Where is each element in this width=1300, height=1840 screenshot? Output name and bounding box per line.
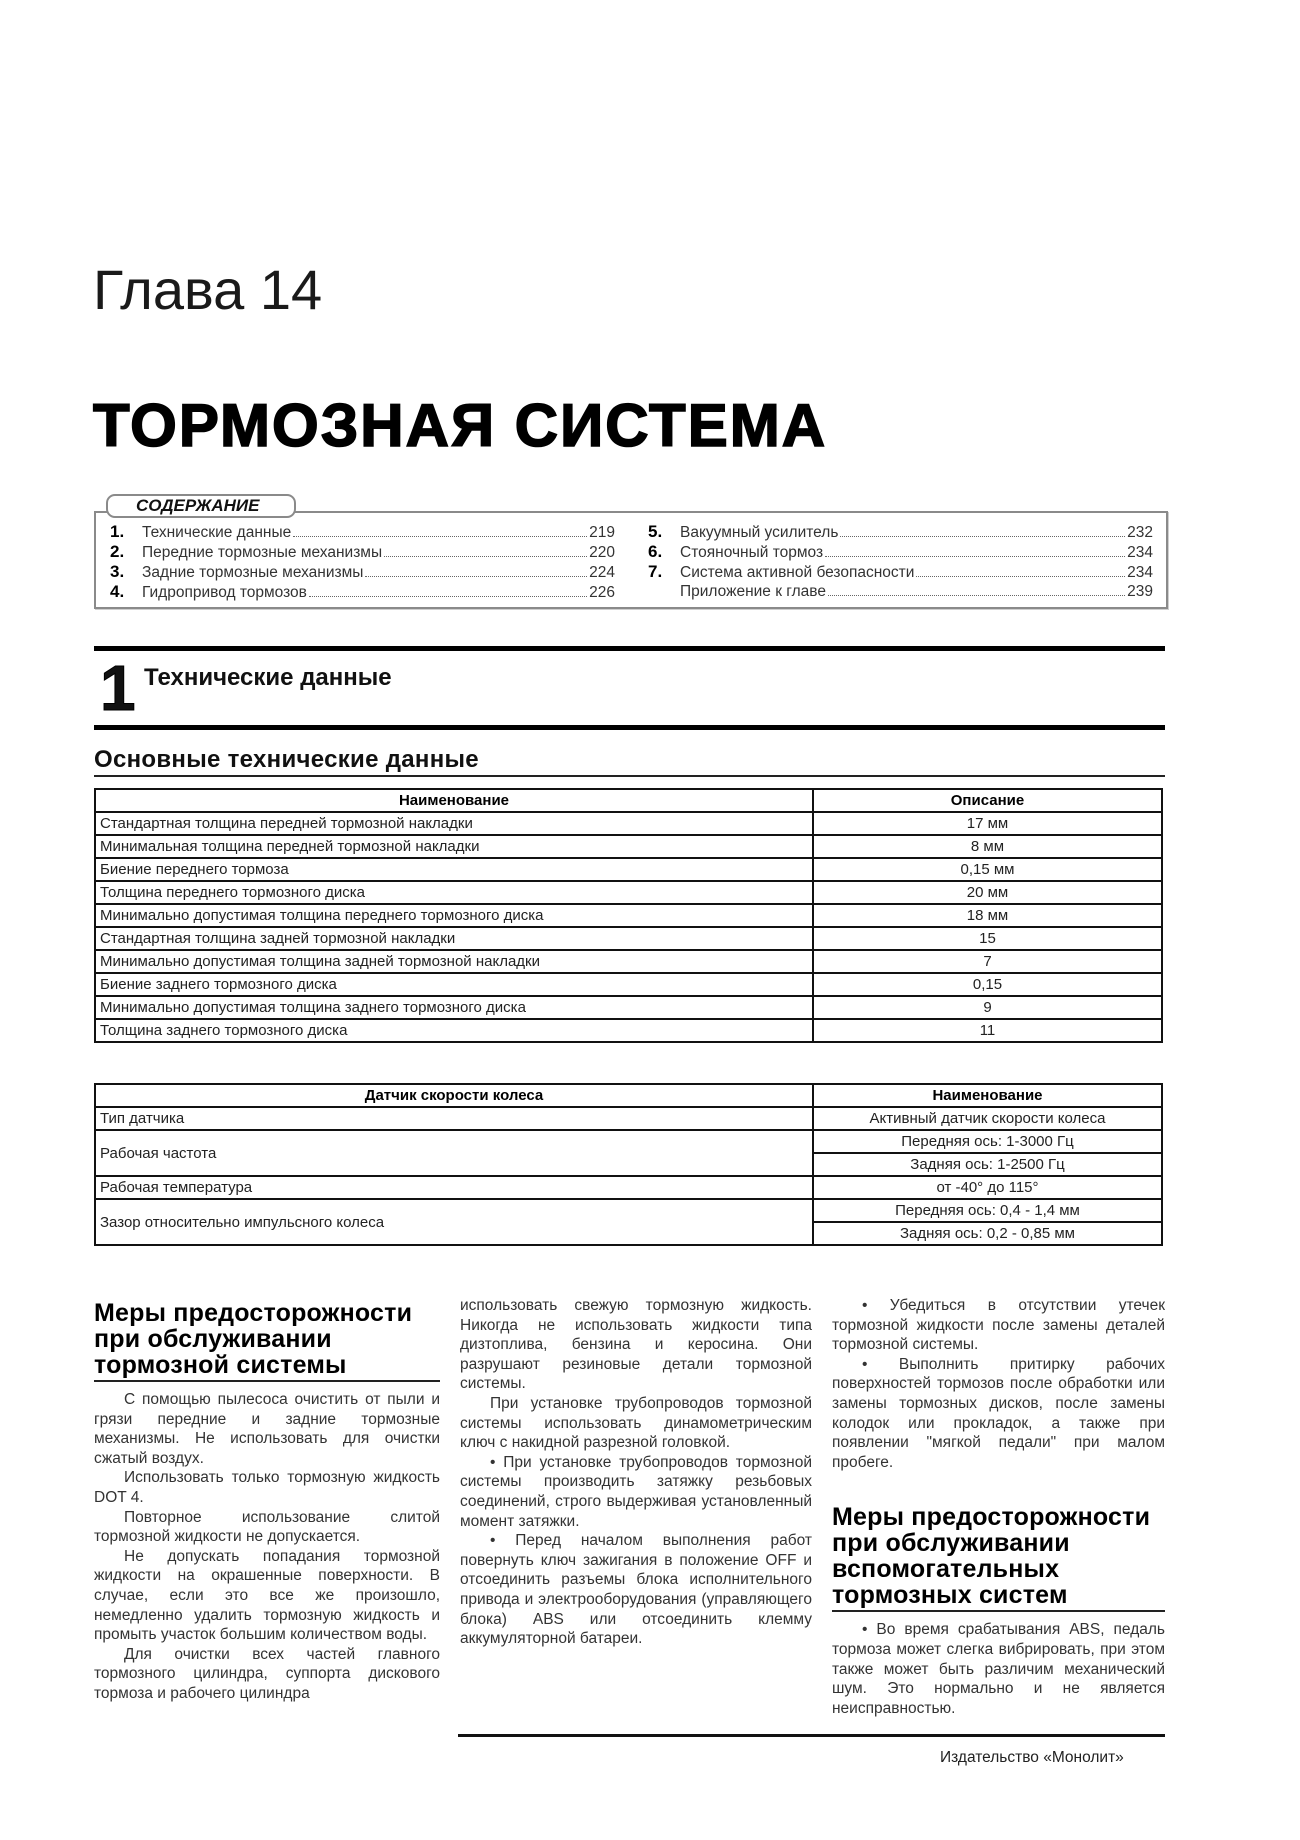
heading-line: при обслуживании xyxy=(94,1325,332,1353)
toc-item[interactable] xyxy=(648,562,1153,582)
table-row xyxy=(95,881,1162,904)
toc-item[interactable] xyxy=(110,562,615,582)
toc-item-number: 6. xyxy=(648,542,663,561)
param-value: Передняя ось: 1-3000 Гц xyxy=(813,1130,1162,1153)
table-row xyxy=(95,1107,1162,1130)
toc-item[interactable] xyxy=(110,522,615,542)
param-value: 18 мм xyxy=(813,904,1162,927)
toc-column-right xyxy=(648,522,1153,602)
toc-item-page: 234 xyxy=(1127,564,1153,581)
toc-item-page: 219 xyxy=(589,524,615,541)
param-value: 0,15 мм xyxy=(813,858,1162,881)
toc-item[interactable] xyxy=(110,542,615,562)
toc-item-page: 220 xyxy=(589,544,615,561)
table-row xyxy=(95,1199,1162,1222)
bullet-paragraph: • Перед началом выполнения работ повернуть ключ зажигания в положение OFF и отсоединить разъемы блока исполнительного привода и электрооборудования (управляющего блока) ABS или отсоединить клемму аккумуляторной батареи. xyxy=(460,1532,812,1648)
bullet-paragraph: • При установке трубопроводов тормозной системы производить затяжку резьбовых соединений, строго выдерживая установленный момент затяжки. xyxy=(460,1453,812,1530)
toc-label: СОДЕРЖАНИЕ xyxy=(106,494,296,518)
footer-rule xyxy=(458,1734,1165,1737)
toc-item-page: 234 xyxy=(1127,544,1153,561)
toc-leader-dots xyxy=(840,536,1125,537)
column-header-sensor: Датчик скорости колеса xyxy=(95,1084,813,1107)
table-row xyxy=(95,973,1162,996)
table-row xyxy=(95,1130,1162,1153)
aux-precautions-heading xyxy=(832,1504,1165,1608)
toc-item-number: 5. xyxy=(648,522,663,541)
toc-item-number: 3. xyxy=(110,562,125,581)
heading-line: Меры предосторожности xyxy=(94,1299,413,1327)
heading-rule xyxy=(94,1380,440,1382)
bullet-paragraph: • Выполнить притирку рабочих поверхностей тормозов после обработки или замены тормозных дисков, после замены колодок или прокладок, а также при появлении "мягкой педали" при малом пробеге. xyxy=(832,1355,1165,1471)
paragraph: Повторное использование слитой тормозной жидкости не допускается. xyxy=(94,1508,440,1546)
precautions-heading xyxy=(94,1300,440,1378)
chapter-label: Глава 14 xyxy=(93,258,323,321)
subsection-rule xyxy=(94,775,1165,777)
param-value: Передняя ось: 0,4 - 1,4 мм xyxy=(813,1199,1162,1222)
toc-leader-dots xyxy=(293,536,587,537)
heading-line: при обслуживании xyxy=(832,1529,1070,1558)
toc-item-label: Вакуумный усилитель xyxy=(680,524,839,541)
toc-item-number: 4. xyxy=(110,582,125,601)
toc-column-left xyxy=(110,522,615,602)
section-title: Технические данные xyxy=(144,664,392,691)
param-name: Зазор относительно импульсного колеса xyxy=(95,1199,813,1245)
paragraph: Не допускать попадания тормозной жидкости на окрашенные поверхности. В случае, если это все же произошло, немедленно удалить тормозную жидкость и промыть участок большим количеством воды. xyxy=(94,1547,440,1644)
heading-line: Меры предосторожности xyxy=(832,1503,1151,1532)
param-name: Рабочая температура xyxy=(95,1176,813,1199)
param-value: от -40° до 115° xyxy=(813,1176,1162,1199)
column-header-name: Наименование xyxy=(813,1084,1162,1107)
toc-item-page: 224 xyxy=(589,564,615,581)
table-row xyxy=(95,927,1162,950)
table-row xyxy=(95,835,1162,858)
param-name: Тип датчика xyxy=(95,1107,813,1130)
param-name: Минимально допустимая толщина задней тормозной накладки xyxy=(95,950,813,973)
toc-item-label: Гидропривод тормозов xyxy=(142,584,307,601)
paragraph: При установке трубопроводов тормозной системы использовать динамометрическим ключ с накидной разрезной головкой. xyxy=(460,1394,812,1452)
table-row xyxy=(95,950,1162,973)
param-name: Рабочая частота xyxy=(95,1130,813,1176)
toc-leader-dots xyxy=(309,596,587,597)
toc-item-label: Передние тормозные механизмы xyxy=(142,544,383,561)
spec-table xyxy=(94,788,1163,1043)
text-column-2 xyxy=(460,1296,812,1649)
paragraph: С помощью пылесоса очистить от пыли и грязи передние и задние тормозные механизмы. Не использовать для очистки сжатый воздух. xyxy=(94,1391,440,1467)
param-value: 20 мм xyxy=(813,881,1162,904)
column-header-description: Описание xyxy=(813,789,1162,812)
chapter-title: ТОРМОЗНАЯ СИСТЕМА xyxy=(93,392,828,459)
param-name: Толщина заднего тормозного диска xyxy=(95,1019,813,1042)
param-value: Активный датчик скорости колеса xyxy=(813,1107,1162,1130)
toc-item-page: 226 xyxy=(589,584,615,601)
toc-leader-dots xyxy=(365,576,587,577)
toc-leader-dots xyxy=(384,556,587,557)
sensor-table xyxy=(94,1083,1163,1246)
toc-item-label: Технические данные xyxy=(142,524,292,541)
toc-leader-dots xyxy=(916,576,1125,577)
param-value: Задняя ось: 0,2 - 0,85 мм xyxy=(813,1222,1162,1245)
heading-line: вспомогательных xyxy=(832,1555,1060,1584)
param-value: 8 мм xyxy=(813,835,1162,858)
toc-item-number: 1. xyxy=(110,522,125,541)
paragraph: Использовать только тормозную жидкость DOT 4. xyxy=(94,1469,440,1506)
paragraph: Для очистки всех частей главного тормозного цилиндра, суппорта дискового тормоза и рабочего цилиндра xyxy=(94,1645,440,1702)
toc-item-page: 239 xyxy=(1127,583,1153,600)
publisher-credit: Издательство «Монолит» xyxy=(940,1749,1124,1766)
param-name: Толщина переднего тормозного диска xyxy=(95,881,813,904)
param-name: Стандартная толщина передней тормозной накладки xyxy=(95,812,813,835)
heading-rule xyxy=(832,1610,1165,1612)
subsection-title: Основные технические данные xyxy=(94,746,479,773)
toc-item[interactable] xyxy=(648,542,1153,562)
heading-line: тормозной системы xyxy=(94,1351,347,1379)
toc-item[interactable] xyxy=(648,582,1153,602)
param-value: Задняя ось: 1-2500 Гц xyxy=(813,1153,1162,1176)
toc-item-page: 232 xyxy=(1127,524,1153,541)
text-column-3 xyxy=(832,1296,1165,1718)
table-header-row xyxy=(95,789,1162,812)
param-name: Минимально допустимая толщина переднего тормозного диска xyxy=(95,904,813,927)
param-name: Стандартная толщина задней тормозной накладки xyxy=(95,927,813,950)
param-value: 9 xyxy=(813,996,1162,1019)
table-row xyxy=(95,1019,1162,1042)
param-value: 7 xyxy=(813,950,1162,973)
column-header-name: Наименование xyxy=(95,789,813,812)
toc-leader-dots xyxy=(825,556,1125,557)
bullet-paragraph: • Убедиться в отсутствии утечек тормозной жидкости после замены деталей тормозной системы. xyxy=(832,1297,1165,1354)
paragraph: использовать свежую тормозную жидкость. Никогда не использовать жидкости типа дизтоплива, бензина и керосина. Они разрушают резиновые детали тормозной системы. xyxy=(460,1297,812,1393)
toc-item-label: Стояночный тормоз xyxy=(680,544,824,561)
heading-line: тормозных систем xyxy=(832,1581,1068,1610)
param-name: Минимальная толщина передней тормозной накладки xyxy=(95,835,813,858)
table-header-row xyxy=(95,1084,1162,1107)
param-value: 0,15 xyxy=(813,973,1162,996)
table-row xyxy=(95,904,1162,927)
param-value: 11 xyxy=(813,1019,1162,1042)
bullet-paragraph: • Во время срабатывания ABS, педаль тормоза может слегка вибрировать, при этом также может быть различим механический шум. Это нормально и не является неисправностью. xyxy=(832,1621,1165,1717)
section-rule-top xyxy=(94,646,1165,651)
toc-item-label: Приложение к главе xyxy=(680,583,826,600)
param-name: Биение заднего тормозного диска xyxy=(95,973,813,996)
table-row xyxy=(95,858,1162,881)
table-row xyxy=(95,996,1162,1019)
toc-item-label: Задние тормозные механизмы xyxy=(142,564,364,581)
toc-item[interactable] xyxy=(648,522,1153,542)
toc-item-number: 7. xyxy=(648,562,663,581)
section-rule-bottom xyxy=(94,725,1165,730)
section-number: 1 xyxy=(100,652,136,724)
table-row xyxy=(95,1176,1162,1199)
param-name: Минимально допустимая толщина заднего тормозного диска xyxy=(95,996,813,1019)
text-column-1 xyxy=(94,1300,440,1704)
toc-item-number: 2. xyxy=(110,542,125,561)
param-value: 15 xyxy=(813,927,1162,950)
param-name: Биение переднего тормоза xyxy=(95,858,813,881)
toc-leader-dots xyxy=(828,595,1125,596)
param-value: 17 мм xyxy=(813,812,1162,835)
table-row xyxy=(95,812,1162,835)
toc-item[interactable] xyxy=(110,582,615,602)
toc-item-label: Система активной безопасности xyxy=(680,564,915,581)
